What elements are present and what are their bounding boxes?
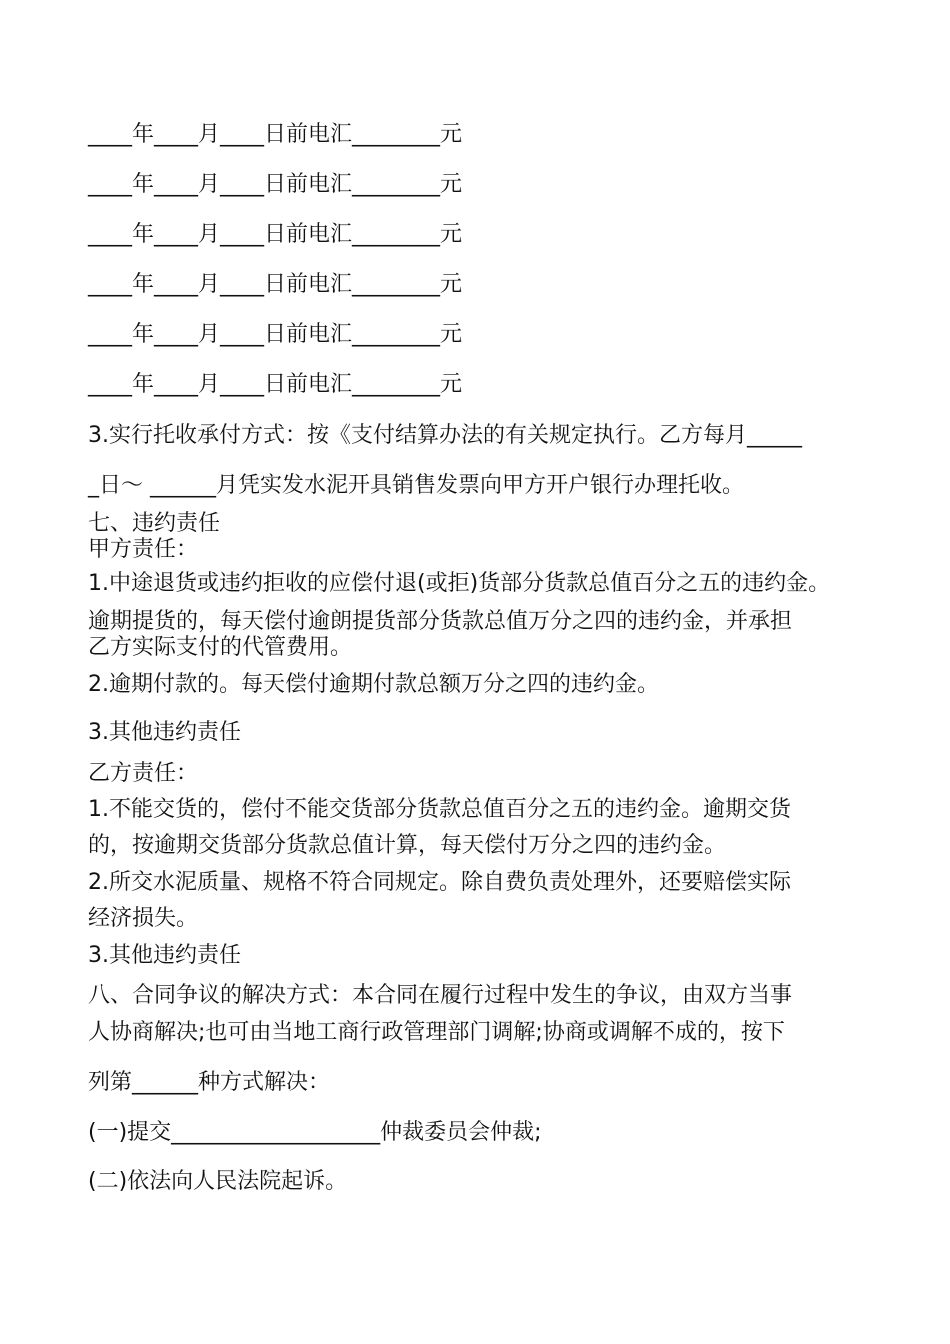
section-heading-breach: 七、违约责任: [88, 511, 221, 536]
party-b-heading: 乙方责任：: [88, 761, 199, 786]
remittance-line-6: ____年____月____日前电汇________元: [88, 372, 463, 397]
party-b-item-2-line-2: 经济损失。: [88, 906, 199, 931]
remittance-line-5: ____年____月____日前电汇________元: [88, 322, 463, 347]
remittance-line-3: ____年____月____日前电汇________元: [88, 222, 463, 247]
dispute-clause-line-1: 八、合同争议的解决方式：本合同在履行过程中发生的争议，由双方当事: [88, 983, 793, 1008]
remittance-line-1: ____年____月____日前电汇________元: [88, 122, 463, 147]
party-b-item-1-line-1: 1.不能交货的，偿付不能交货部分货款总值百分之五的违约金。逾期交货: [88, 797, 791, 822]
party-b-item-2-line-1: 2.所交水泥质量、规格不符合同规定。除自费负责处理外，还要赔偿实际: [88, 870, 791, 895]
remittance-line-2: ____年____月____日前电汇________元: [88, 172, 463, 197]
party-a-heading: 甲方责任：: [88, 537, 199, 562]
party-a-item-1-line-1: 1.中途退货或违约拒收的应偿付退(或拒)货部分货款总值百分之五的违约金。: [88, 571, 831, 596]
dispute-clause-line-2: 人协商解决;也可由当地工商行政管理部门调解;协商或调解不成的，按下: [88, 1020, 785, 1045]
party-a-item-3: 3.其他违约责任: [88, 720, 241, 745]
dispute-clause-line-3: 列第______种方式解决：: [88, 1070, 331, 1095]
collection-clause-line-2: _日～ ______月凭实发水泥开具销售发票向甲方开户银行办理托收。: [88, 473, 744, 498]
party-a-item-1-line-3: 乙方实际支付的代管费用。: [88, 635, 353, 660]
party-a-item-2: 2.逾期付款的。每天偿付逾期付款总额万分之四的违约金。: [88, 672, 659, 697]
party-a-item-1-line-2: 逾期提货的，每天偿付逾朗提货部分货款总值万分之四的违约金，并承担: [88, 609, 793, 634]
party-b-item-1-line-2: 的，按逾期交货部分货款总值计算，每天偿付万分之四的违约金。: [88, 833, 727, 858]
collection-clause-line-1: 3.实行托收承付方式：按《支付结算办法的有关规定执行。乙方每月_____: [88, 423, 802, 448]
dispute-option-litigation: (二)依法向人民法院起诉。: [88, 1169, 348, 1194]
dispute-option-arbitration: (一)提交___________________仲裁委员会仲裁;: [88, 1120, 542, 1145]
remittance-line-4: ____年____月____日前电汇________元: [88, 272, 463, 297]
party-b-item-3: 3.其他违约责任: [88, 943, 241, 968]
